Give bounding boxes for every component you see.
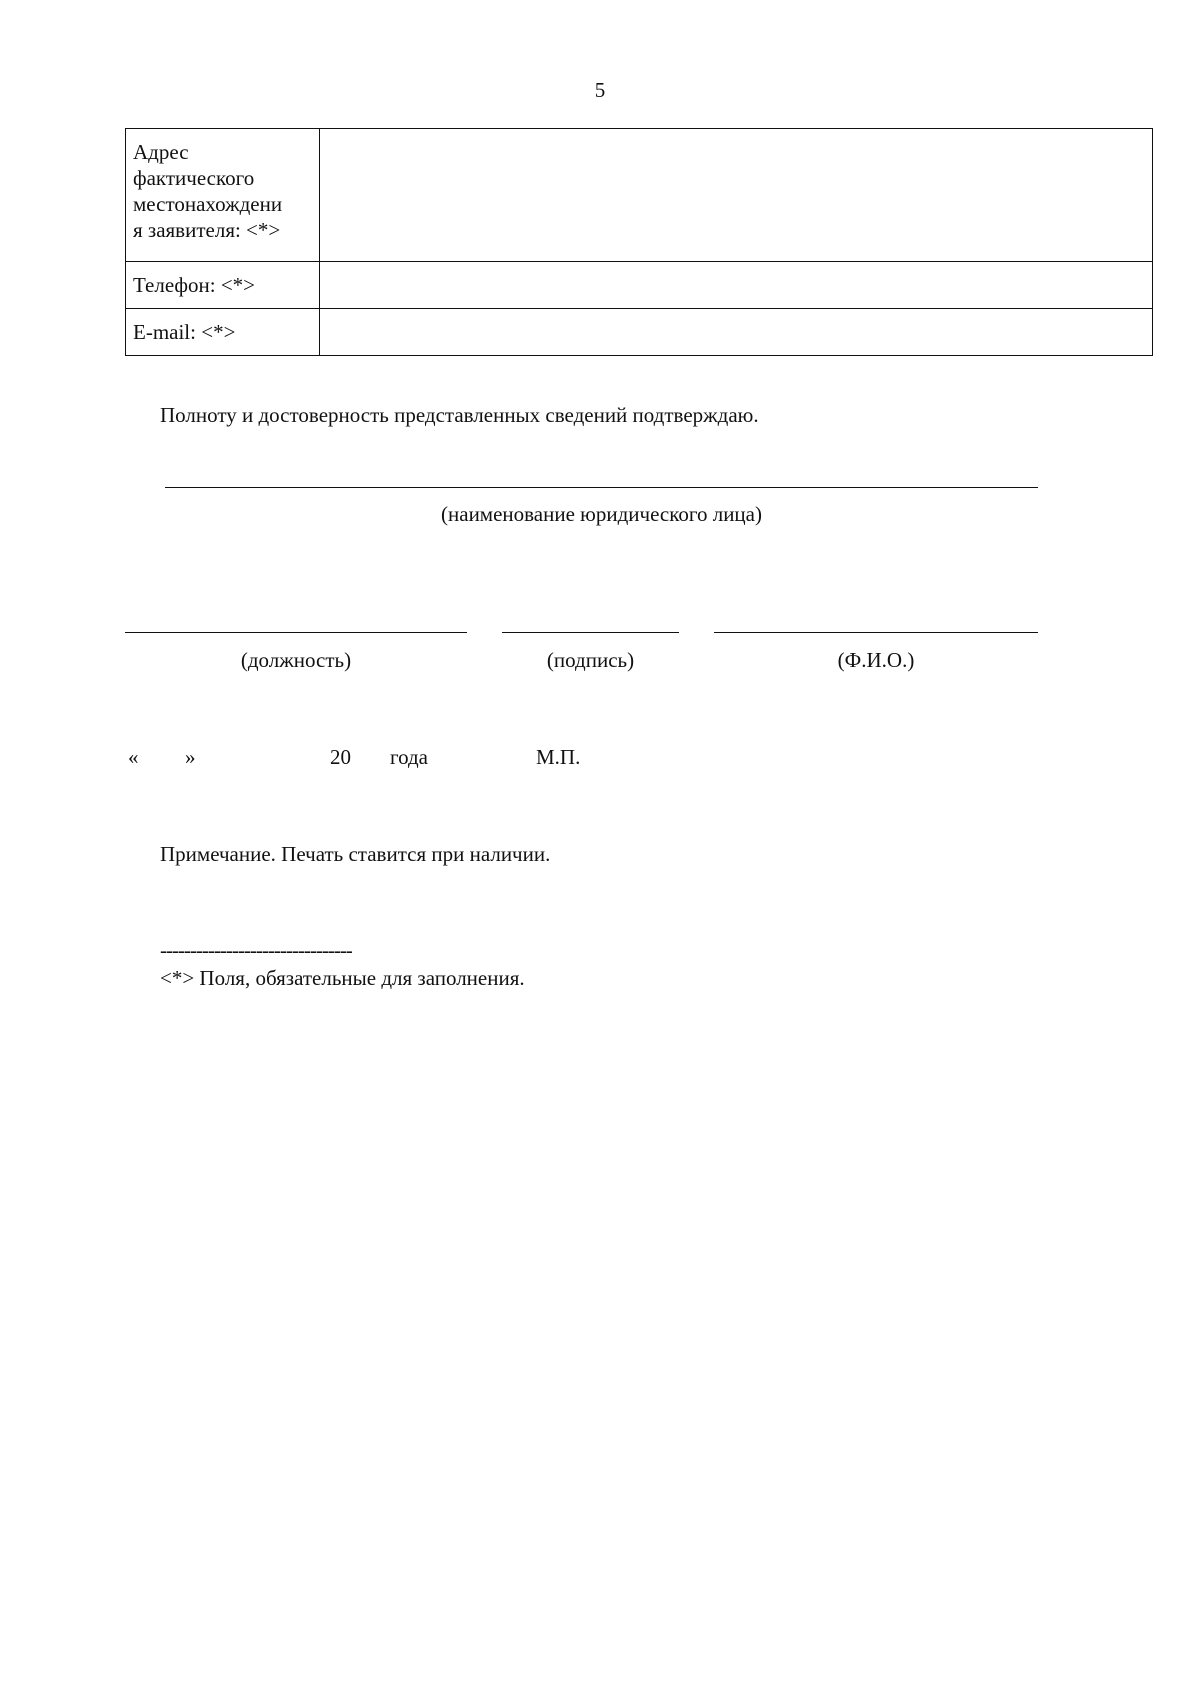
table-row xyxy=(126,262,1153,309)
note-text: Примечание. Печать ставится при наличии. xyxy=(160,842,551,866)
full-name-line[interactable] xyxy=(714,632,1038,633)
position-caption: (должность) xyxy=(240,648,352,672)
table-row xyxy=(126,309,1153,356)
date-close-quote: » xyxy=(185,745,196,769)
address-label xyxy=(126,129,320,262)
email-value-cell[interactable] xyxy=(320,309,1153,356)
phone-label: Телефон: <*> xyxy=(126,262,320,309)
address-label-line: фактического xyxy=(133,166,255,190)
stamp-placeholder: М.П. xyxy=(536,745,581,769)
footnote-text: <*> Поля, обязательные для заполнения. xyxy=(160,966,525,990)
signature-line[interactable] xyxy=(502,632,679,633)
org-name-caption: (наименование юридического лица) xyxy=(441,502,762,526)
page-number: 5 xyxy=(594,78,606,102)
address-label-line: местонахождени xyxy=(133,192,283,216)
date-open-quote: « xyxy=(128,745,139,769)
full-name-caption: (Ф.И.О.) xyxy=(837,648,915,672)
confirmation-text: Полноту и достоверность представленных сведений подтверждаю. xyxy=(160,403,759,427)
org-name-line[interactable] xyxy=(165,487,1038,488)
date-year-word: года xyxy=(390,745,428,769)
address-label-line: я заявителя: <*> xyxy=(133,218,281,242)
applicant-contact-table xyxy=(125,128,1153,356)
phone-value-cell[interactable] xyxy=(320,262,1153,309)
signature-caption: (подпись) xyxy=(546,648,635,672)
email-label: E-mail: <*> xyxy=(126,309,320,356)
address-value-cell[interactable] xyxy=(320,129,1153,262)
address-label-line: Адрес xyxy=(133,140,189,164)
date-year-prefix: 20 xyxy=(330,745,351,769)
position-line[interactable] xyxy=(125,632,467,633)
footnote-separator: -------------------------------- xyxy=(160,938,352,962)
table-row xyxy=(126,129,1153,262)
